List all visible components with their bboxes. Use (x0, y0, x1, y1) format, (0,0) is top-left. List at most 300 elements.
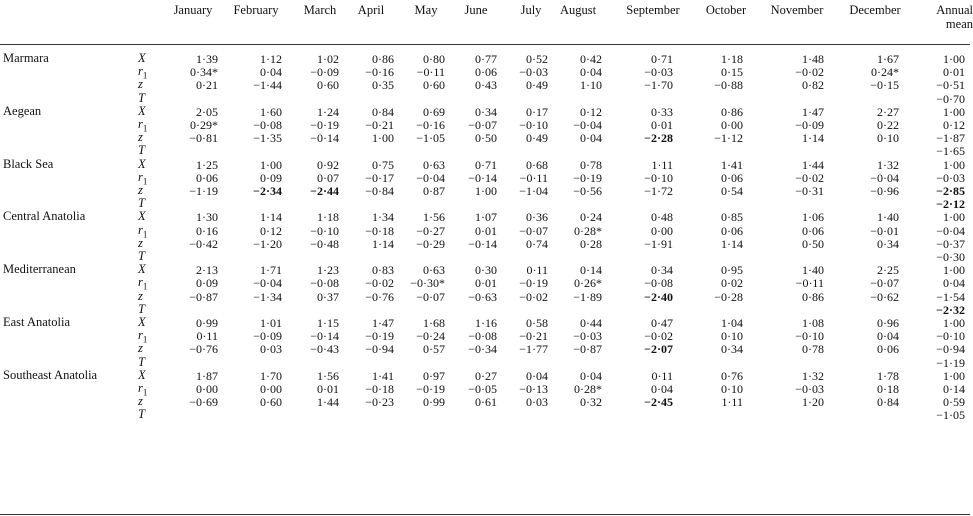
table-cell: −0·87 (189, 289, 218, 304)
table-cell: 1·32 (802, 368, 824, 383)
column-header: September (626, 3, 680, 17)
table-cell: 0·06 (721, 170, 743, 185)
table-cell: 0·04 (651, 382, 673, 396)
table-cell: 0·63 (423, 157, 445, 172)
table-cell: −1·20 (253, 236, 282, 251)
table-cell: −0·94 (936, 342, 965, 357)
table-cell: −0·03 (795, 382, 824, 396)
table-cell: 1·39 (196, 52, 218, 66)
table-cell: −0·07 (416, 289, 445, 304)
table-cell: 0·15 (721, 65, 743, 80)
table-cell: −0·09 (310, 65, 339, 80)
statistic-symbol: z (138, 183, 143, 197)
table-cell: −0·11 (416, 65, 445, 80)
table-cell: −2·34 (253, 184, 282, 198)
table-cell: 1·70 (260, 368, 282, 383)
table-cell: 0·16 (196, 223, 218, 238)
table-cell: −0·09 (253, 329, 282, 344)
column-header: February (233, 3, 279, 17)
table-cell: 0·04 (580, 368, 602, 383)
table-cell: 0·02 (721, 276, 743, 291)
table-cell: −0·34 (468, 342, 497, 357)
table-cell: 2·13 (196, 263, 218, 278)
table-cell: −0·10 (936, 329, 965, 344)
table-cell: 1·40 (877, 210, 899, 225)
table-cell: 0·01 (317, 382, 339, 396)
table-cell: −0·21 (519, 329, 548, 344)
table-cell: 0·76 (721, 368, 743, 383)
table-cell: 0·22 (877, 118, 899, 132)
table-cell: 0·06 (802, 223, 824, 238)
table-cell: 0·43 (475, 78, 497, 93)
table-cell: −0·03 (644, 65, 673, 80)
table-cell: 0·24 (580, 210, 602, 225)
table-cell: 0·06 (877, 342, 899, 357)
table-cell: 0·92 (317, 157, 339, 172)
table-cell: 0·04 (526, 368, 548, 383)
table-cell: 0·34* (190, 65, 218, 80)
table-cell: 0·03 (260, 342, 282, 357)
table-cell: −0·04 (573, 118, 602, 132)
table-cell: −0·30* (410, 276, 445, 291)
table-cell: −2·12 (936, 197, 965, 212)
table-cell: −0·03 (573, 329, 602, 344)
table-cell: 0·04 (580, 131, 602, 146)
table-cell: 1·02 (317, 52, 339, 66)
table-cell: 1·30 (196, 210, 218, 225)
table-cell: −0·05 (468, 382, 497, 396)
table-cell: 1·00 (943, 52, 965, 66)
column-header: July (520, 3, 542, 17)
table-cell: −0·63 (468, 289, 497, 304)
statistic-symbol: X (138, 156, 146, 171)
table-cell: 1·00 (943, 316, 965, 330)
table-cell: −0·69 (189, 395, 218, 410)
table-cell: −0·42 (189, 236, 218, 251)
table-cell: 0·11 (526, 263, 548, 278)
column-header: November (770, 3, 824, 17)
table-cell: −0·27 (416, 223, 445, 238)
table-cell: −1·89 (573, 289, 602, 304)
table-cell: 0·06 (196, 170, 218, 185)
statistic-symbol: X (138, 262, 146, 277)
table-cell: −0·04 (253, 276, 282, 291)
table-cell: 0·60 (260, 395, 282, 410)
statistic-symbol: $r_1$ (138, 222, 148, 240)
table-cell: −0·03 (936, 170, 965, 185)
table-cell: −0·96 (870, 184, 899, 198)
table-cell: −0·37 (936, 236, 965, 251)
table-cell: 1·34 (372, 210, 394, 225)
statistic-symbol: X (138, 51, 146, 65)
table-cell: 0·58 (526, 316, 548, 330)
table-cell: −0·10 (519, 118, 548, 132)
table-cell: −1·91 (644, 236, 673, 251)
table-cell: 2·05 (196, 104, 218, 119)
table-cell: −0·14 (310, 329, 339, 344)
statistic-symbol: X (138, 209, 146, 224)
table-cell: −0·01 (870, 223, 899, 238)
table-cell: 0·77 (475, 52, 497, 66)
statistic-symbol: $r_1$ (138, 275, 148, 292)
table-cell: −0·62 (870, 289, 899, 304)
column-header: Annual mean (936, 3, 973, 31)
table-cell: 0·14 (580, 263, 602, 278)
table-cell: 0·18 (877, 382, 899, 396)
table-cell: 0·12 (580, 104, 602, 119)
table-cell: 0·17 (526, 104, 548, 119)
table-cell: 0·87 (423, 184, 445, 198)
table-cell: −0·07 (468, 118, 497, 132)
table-cell: −2·85 (936, 184, 965, 198)
table-cell: 0·36 (526, 210, 548, 225)
table-cell: 1·78 (877, 368, 899, 383)
table-cell: −0·11 (795, 276, 824, 291)
table-cell: 0·84 (877, 395, 899, 410)
table-cell: 1·48 (802, 52, 824, 66)
table-cell: 0·49 (526, 78, 548, 93)
table-cell: −0·76 (189, 342, 218, 357)
table-cell: 1·25 (196, 157, 218, 172)
statistic-symbol: z (138, 341, 143, 356)
table-cell: 0·59 (943, 395, 965, 410)
table-cell: 0·34 (877, 236, 899, 251)
statistic-symbol: z (138, 235, 143, 250)
table-cell: 1·08 (802, 316, 824, 330)
table-cell: 0·04 (943, 276, 965, 291)
table-cell: 0·09 (196, 276, 218, 291)
table-cell: −1·72 (644, 184, 673, 198)
table-cell: 0·42 (580, 52, 602, 66)
table-cell: 1·40 (802, 263, 824, 278)
table-cell: 1·11 (651, 157, 673, 172)
table-cell: −1·87 (936, 131, 965, 146)
statistic-symbol: X (138, 315, 146, 329)
table-cell: −0·16 (365, 65, 394, 80)
region-name: Black Sea (3, 156, 54, 171)
table-cell: −0·18 (365, 223, 394, 238)
table-cell: −0·10 (310, 223, 339, 238)
table-cell: 1·00 (943, 157, 965, 172)
table-cell: 0·28* (574, 382, 602, 396)
region-name: East Anatolia (3, 315, 70, 329)
table-cell: 0·95 (721, 263, 743, 278)
table-cell: 0·50 (475, 131, 497, 146)
table-cell: −0·21 (365, 118, 394, 132)
table-cell: 0·71 (475, 157, 497, 172)
table-cell: −1·19 (936, 355, 965, 370)
table-cell: −0·03 (519, 65, 548, 80)
table-cell: −1·54 (936, 289, 965, 304)
table-cell: 0·86 (802, 289, 824, 304)
table-cell: 0·34 (721, 342, 743, 357)
table-cell: 1·44 (802, 157, 824, 172)
table-cell: −0·94 (365, 342, 394, 357)
table-cell: 0·78 (580, 157, 602, 172)
table-cell: −1·19 (189, 184, 218, 198)
table-cell: −0·10 (795, 329, 824, 344)
table-cell: 0·85 (721, 210, 743, 225)
table-cell: −0·10 (644, 170, 673, 185)
table-cell: 0·00 (260, 382, 282, 396)
region-name: Marmara (3, 51, 49, 65)
table-cell: 1·24 (317, 104, 339, 119)
table-cell: −1·65 (936, 144, 965, 159)
table-cell: −0·51 (936, 78, 965, 93)
table-cell: 0·03 (526, 395, 548, 410)
table-cell: 0·28* (574, 223, 602, 238)
table-cell: −0·04 (936, 223, 965, 238)
table-cell: 0·01 (475, 223, 497, 238)
table-cell: 1·32 (877, 157, 899, 172)
statistic-symbol: $r_1$ (138, 328, 148, 345)
table-cell: −0·04 (416, 170, 445, 185)
table-cell: 0·29* (190, 118, 218, 132)
table-cell: 0·49 (526, 131, 548, 146)
table-cell: 0·84 (372, 104, 394, 119)
table-cell: −0·14 (468, 236, 497, 251)
statistic-symbol: T (138, 407, 145, 422)
statistic-symbol: z (138, 288, 143, 303)
table-cell: −0·07 (519, 223, 548, 238)
table-cell: 0·34 (651, 263, 673, 278)
statistic-symbol: z (138, 130, 143, 145)
table-cell: 1·14 (260, 210, 282, 225)
table-cell: 1·00 (475, 184, 497, 198)
table-cell: 1·15 (317, 316, 339, 330)
region-name: Southeast Anatolia (3, 367, 98, 382)
table-cell: −0·02 (365, 276, 394, 291)
table-cell: −0·11 (519, 170, 548, 185)
statistic-symbol: T (138, 249, 145, 263)
table-cell: −0·84 (365, 184, 394, 198)
table-cell: −1·05 (416, 131, 445, 146)
table-cell: −0·43 (310, 342, 339, 357)
table-cell: −0·07 (870, 276, 899, 291)
table-cell: −0·08 (310, 276, 339, 291)
table-cell: 0·04 (877, 329, 899, 344)
statistic-symbol: $r_1$ (138, 169, 148, 187)
table-cell: 1·23 (317, 263, 339, 278)
table-cell: −0·88 (714, 78, 743, 93)
table-cell: 1·47 (802, 104, 824, 119)
table-cell: −2·07 (644, 342, 673, 357)
statistic-symbol: X (138, 367, 146, 382)
table-cell: 0·35 (372, 78, 394, 93)
table-cell: 0·11 (196, 329, 218, 344)
table-cell: −0·31 (795, 184, 824, 198)
table-cell: 0·09 (260, 170, 282, 185)
table-cell: 0·57 (423, 342, 445, 357)
table-cell: −2·45 (644, 395, 673, 410)
table-cell: 0·10 (721, 382, 743, 396)
table-cell: −0·19 (310, 118, 339, 132)
table-cell: −2·44 (310, 184, 339, 198)
bottom-rule (0, 514, 970, 515)
table-cell: 0·06 (721, 223, 743, 238)
table-cell: 0·07 (317, 170, 339, 185)
table-cell: 0·52 (526, 52, 548, 66)
column-header: June (464, 3, 488, 17)
table-cell: −0·15 (870, 78, 899, 93)
table-cell: 1·06 (802, 210, 824, 225)
statistic-symbol: $r_1$ (138, 381, 148, 398)
table-cell: −0·02 (795, 65, 824, 80)
table-cell: 0·11 (651, 368, 673, 383)
region-name: Central Anatolia (3, 209, 86, 224)
statistic-symbol: z (138, 394, 143, 409)
table-cell: 1·18 (317, 210, 339, 225)
table-cell: 0·54 (721, 184, 743, 198)
table-cell: −0·14 (468, 170, 497, 185)
table-cell: −0·28 (714, 289, 743, 304)
statistic-symbol: T (138, 90, 145, 105)
table-cell: 0·63 (423, 263, 445, 278)
table-cell: −0·18 (365, 382, 394, 396)
table-cell: −0·29 (416, 236, 445, 251)
table-cell: 1·41 (721, 157, 743, 172)
table-cell: −0·24 (416, 329, 445, 344)
table-cell: −0·76 (365, 289, 394, 304)
table-cell: 0·33 (651, 104, 673, 119)
table-cell: 1·18 (721, 52, 743, 66)
table-cell: 0·60 (423, 78, 445, 93)
table-cell: 0·06 (475, 65, 497, 80)
table-cell: 0·01 (943, 65, 965, 80)
table-cell: 1·44 (317, 395, 339, 410)
statistic-symbol: X (138, 103, 146, 118)
statistic-symbol: T (138, 143, 145, 158)
table-cell: −0·08 (644, 276, 673, 291)
table-cell: 1·60 (260, 104, 282, 119)
table-cell: −0·14 (310, 131, 339, 146)
table-cell: 1·41 (372, 368, 394, 383)
table-cell: −0·09 (795, 118, 824, 132)
table-cell: 0·99 (196, 316, 218, 330)
table-cell: 0·12 (260, 223, 282, 238)
table-cell: −0·08 (468, 329, 497, 344)
table-cell: 1·16 (475, 316, 497, 330)
statistic-symbol: T (138, 354, 145, 369)
table-cell: 0·61 (475, 395, 497, 410)
table-cell: −0·70 (936, 91, 965, 106)
table-cell: −0·23 (365, 395, 394, 410)
table-cell: 1·00 (943, 263, 965, 278)
table-cell: 1·56 (423, 210, 445, 225)
column-header: April (357, 3, 385, 17)
table-cell: 1·04 (721, 316, 743, 330)
header-rule (0, 44, 970, 45)
table-cell: 0·26* (574, 276, 602, 291)
table-cell: 0·96 (877, 316, 899, 330)
table-cell: 2·25 (877, 263, 899, 278)
table-cell: 1·00 (943, 368, 965, 383)
table-cell: 0·04 (580, 65, 602, 80)
table-cell: 0·69 (423, 104, 445, 119)
table-cell: −0·04 (870, 170, 899, 185)
table-cell: −0·19 (573, 170, 602, 185)
statistic-symbol: T (138, 301, 145, 316)
region-name: Aegean (3, 103, 42, 118)
table-cell: −1·70 (644, 78, 673, 93)
table-cell: −1·44 (253, 78, 282, 93)
table-cell: 0·48 (651, 210, 673, 225)
statistic-symbol: $r_1$ (138, 117, 148, 134)
table-cell: 0·75 (372, 157, 394, 172)
table-cell: 0·27 (475, 368, 497, 383)
table-cell: 1·56 (317, 368, 339, 383)
table-cell: 1·67 (877, 52, 899, 66)
table-cell: 0·28 (580, 236, 602, 251)
table-cell: −0·81 (189, 131, 218, 146)
table-cell: 0·24* (871, 65, 899, 80)
table-cell: 0·86 (721, 104, 743, 119)
table-cell: −0·19 (365, 329, 394, 344)
table-cell: 0·04 (260, 65, 282, 80)
table-cell: −2·32 (936, 302, 965, 317)
table-cell: 1·68 (423, 316, 445, 330)
table-cell: 0·86 (372, 52, 394, 66)
table-cell: 0·71 (651, 52, 673, 66)
table-cell: −0·56 (573, 184, 602, 198)
table-cell: 0·82 (802, 78, 824, 93)
table-cell: 0·60 (317, 78, 339, 93)
table-cell: 2·27 (877, 104, 899, 119)
table-cell: 1·14 (802, 131, 824, 146)
table-cell: 0·68 (526, 157, 548, 172)
table-cell: 1·12 (260, 52, 282, 66)
region-name: Mediterranean (3, 262, 76, 277)
column-header: December (849, 3, 901, 17)
table-cell: 1·00 (260, 157, 282, 172)
table-cell: −0·02 (644, 329, 673, 344)
table-cell: −0·13 (519, 382, 548, 396)
table-cell: 0·44 (580, 316, 602, 330)
table-cell: 0·12 (943, 118, 965, 132)
table-cell: −0·87 (573, 342, 602, 357)
table-cell: 0·50 (802, 236, 824, 251)
table-cell: 0·34 (475, 104, 497, 119)
table-cell: 0·21 (196, 78, 218, 93)
table-cell: −0·19 (416, 382, 445, 396)
table-cell: 0·47 (651, 316, 673, 330)
table-cell: −0·02 (519, 289, 548, 304)
column-header: August (559, 3, 597, 17)
table-cell: 1·87 (196, 368, 218, 383)
table-cell: −2·40 (644, 289, 673, 304)
table-cell: −1·12 (714, 131, 743, 146)
table-cell: 0·32 (580, 395, 602, 410)
table-cell: 1·00 (943, 104, 965, 119)
column-header: March (303, 3, 337, 17)
column-header: October (705, 3, 747, 17)
table-cell: 1·00 (943, 210, 965, 225)
table-cell: 0·00 (651, 223, 673, 238)
table-cell: 1·07 (475, 210, 497, 225)
table-cell: 0·83 (372, 263, 394, 278)
table-cell: 1·10 (580, 78, 602, 93)
table-cell: 1·14 (721, 236, 743, 251)
table-cell: 0·01 (475, 276, 497, 291)
table-cell: 0·97 (423, 368, 445, 383)
table-cell: 0·74 (526, 236, 548, 251)
table-cell: 1·20 (802, 395, 824, 410)
table-cell: 1·11 (721, 395, 743, 410)
table-cell: 0·37 (317, 289, 339, 304)
statistic-symbol: T (138, 196, 145, 211)
table-cell: −1·77 (519, 342, 548, 357)
table-cell: −0·16 (416, 118, 445, 132)
